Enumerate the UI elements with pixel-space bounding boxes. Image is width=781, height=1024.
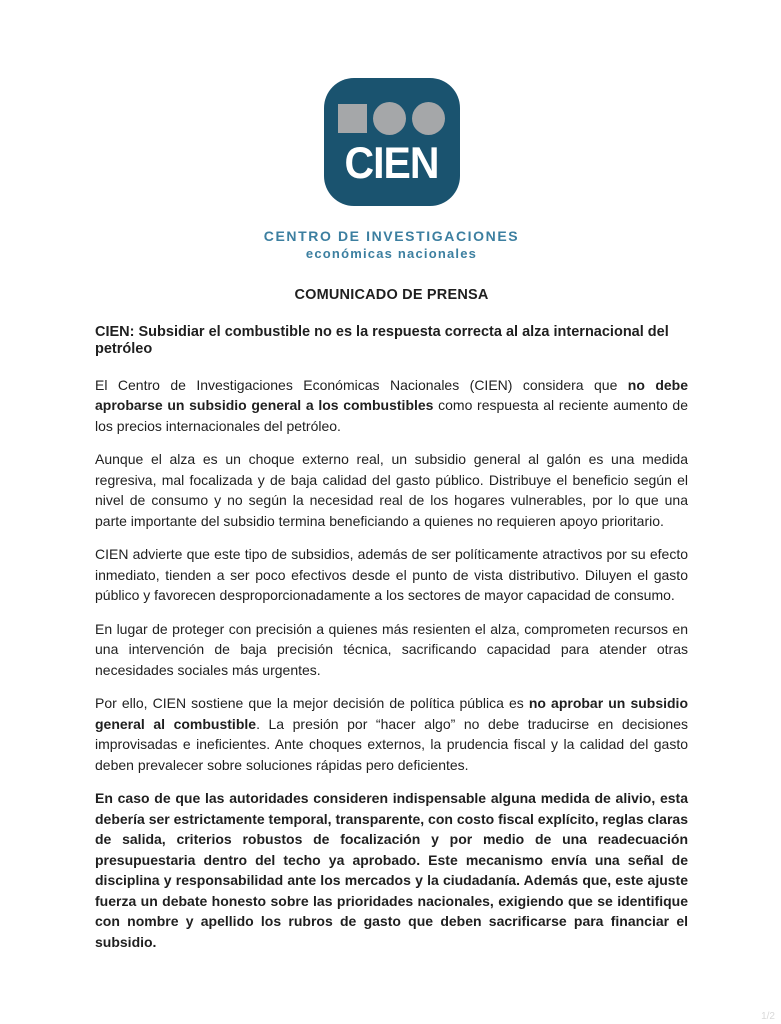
paragraph-segment-bold: no debe aprobarse un subsidio general a los combustibles — [95, 376, 688, 414]
page-indicator: 1/2 — [761, 1011, 775, 1022]
headline: CIEN: Subsidiar el combustible no es la respuesta correcta al alza internacional del petróleo — [95, 324, 669, 358]
organization-name-line1: CENTRO DE INVESTIGACIONES — [263, 228, 520, 244]
document-type-heading: COMUNICADO DE PRENSA — [294, 287, 489, 304]
paragraph-segment: En lugar de proteger con precisión a quienes más resienten el alza, comprometen recursos en una intervención de baja precisión técnica, sacrificando capacidad para atender otras necesidades sociales más urgentes. — [95, 620, 688, 678]
document-body — [95, 287, 688, 952]
body-paragraph — [95, 619, 688, 681]
paragraph-segment: Por ello, CIEN sostiene que la mejor decisión de política pública es — [95, 695, 529, 712]
body-paragraph — [95, 375, 688, 437]
paragraphs-container — [95, 375, 688, 953]
logo-square-icon — [338, 104, 367, 133]
cien-logo — [324, 78, 460, 206]
logo-circle-icon — [412, 102, 445, 135]
paragraph-segment-bold: En caso de que las autoridades consideren indispensable alguna medida de alivio, esta debería ser estrictamente temporal, transparente, con costo fiscal explícito, reglas claras de salida, criterios robustos de focalización y por medio de una readecuación presupuestaria dentro del techo ya aprobado. Este mecanismo envía una señal de disciplina y responsabilidad ante los mercados y la ciudadanía. Además que, este ajuste fuerza un debate honesto sobre las prioridades nacionales, exigiendo que se identifique con nombre y apellido los rubros de gasto que deben sacrificarse para financiar el subsidio. — [95, 790, 688, 950]
body-paragraph — [95, 544, 688, 606]
organization-name-line2: económicas nacionales — [305, 245, 478, 261]
body-paragraph — [95, 788, 688, 952]
paragraph-segment-bold: no aprobar un subsidio general al combustible — [95, 695, 688, 732]
logo-shapes — [338, 102, 445, 135]
body-paragraph — [95, 449, 688, 531]
paragraph-segment: CIEN advierte que este tipo de subsidios, además de ser políticamente atractivos por su efecto inmediato, tienden a ser poco efectivos desde el punto de vista distributivo. Diluyen el gasto público y favorecen desproporcionadamente a los sectores de mayor capacidad de consumo. — [95, 546, 688, 604]
paragraph-segment: . La presión por “hacer algo” no debe traducirse en decisiones improvisadas e ineficientes. Ante choques externos, la prudencia fiscal y la calidad del gasto deben prevalecer sobre soluciones rápidas pero deficientes. — [95, 715, 689, 773]
body-paragraph — [95, 693, 688, 775]
logo-circle-icon — [373, 102, 406, 135]
organization-name — [264, 228, 519, 262]
paragraph-segment: como respuesta al reciente aumento de los precios internacionales del petróleo. — [95, 397, 688, 434]
paragraph-segment: El Centro de Investigaciones Económicas Nacionales (CIEN) considera que — [95, 376, 628, 393]
paragraph-segment: Aunque el alza es un choque externo real, un subsidio general al galón es una medida regresiva, mal focalizada y de baja calidad del gasto público. Distribuye el beneficio según el nivel de consumo y no según la necesidad real de los hogares vulnerables, por lo que una parte importante del subsidio termina beneficiando a quienes no requieren apoyo prioritario. — [95, 451, 688, 529]
masthead — [95, 78, 688, 262]
logo-acronym: CIEN — [344, 138, 439, 188]
